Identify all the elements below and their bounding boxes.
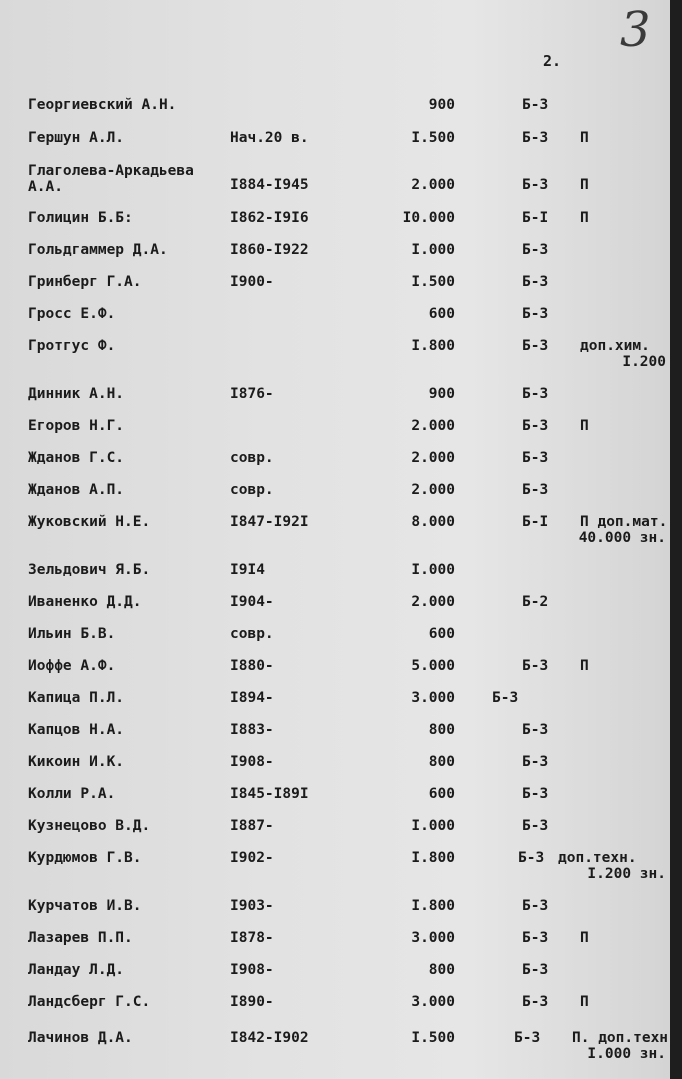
category: Б-3 [522, 130, 549, 146]
amount: 3.000 [411, 994, 455, 1010]
table-row [0, 514, 670, 546]
table-row [0, 562, 670, 586]
note: П [580, 658, 589, 674]
amount: 8.000 [411, 514, 455, 530]
table-row [0, 818, 670, 842]
category: Б-I [522, 210, 549, 226]
amount: 2.000 [411, 482, 455, 498]
author-years: I883- [230, 722, 274, 738]
author-years: I9I4 [230, 562, 265, 578]
category: Б-3 [522, 274, 549, 290]
author-name: Жуковский Н.Е. [28, 514, 151, 530]
amount: 800 [428, 754, 455, 770]
category: Б-3 [522, 242, 549, 258]
table-row [0, 210, 670, 234]
table-row [0, 418, 670, 442]
category: Б-3 [522, 338, 549, 354]
author-years: I876- [230, 386, 274, 402]
author-name: Курчатов И.В. [28, 898, 142, 914]
page-number: 2. [543, 52, 562, 70]
amount: 3.000 [411, 930, 455, 946]
table-row [0, 97, 670, 121]
note: П [580, 994, 589, 1010]
author-years: I902- [230, 850, 274, 866]
table-row [0, 386, 670, 410]
table-row [0, 338, 670, 370]
amount: I.000 [411, 242, 455, 258]
amount: 900 [428, 97, 455, 113]
note: П [580, 418, 589, 434]
category: Б-3 [522, 898, 549, 914]
table-row [0, 994, 670, 1018]
category: Б-3 [522, 97, 549, 113]
note: доп.хим. [580, 338, 650, 354]
handwritten-page-mark: 3 [620, 2, 651, 58]
table-row [0, 898, 670, 922]
category: Б-3 [492, 690, 519, 706]
author-name: Гросс Е.Ф. [28, 306, 116, 322]
amount: I.500 [411, 274, 455, 290]
note: П [580, 210, 589, 226]
table-row [0, 626, 670, 650]
category: Б-3 [522, 386, 549, 402]
author-name: Глаголева-Аркадьева [28, 163, 194, 179]
category: Б-3 [522, 177, 549, 193]
author-years: I894- [230, 690, 274, 706]
category: Б-3 [522, 818, 549, 834]
table-row [0, 163, 670, 201]
author-name: Жданов Г.С. [28, 450, 125, 466]
author-years: I887- [230, 818, 274, 834]
amount: 800 [428, 962, 455, 978]
category: Б-3 [522, 930, 549, 946]
table-row [0, 962, 670, 986]
table-row [0, 482, 670, 506]
author-years: I860-I922 [230, 242, 309, 258]
note: доп.техн. [558, 850, 637, 866]
table-row [0, 658, 670, 682]
category: Б-3 [514, 1030, 541, 1046]
amount: 600 [428, 626, 455, 642]
amount: 800 [428, 722, 455, 738]
category: Б-2 [522, 594, 549, 610]
amount: I.500 [411, 1030, 455, 1046]
table-row [0, 754, 670, 778]
author-name: Гольдгаммер Д.А. [28, 242, 168, 258]
author-name: Капица П.Л. [28, 690, 125, 706]
note: П [580, 130, 589, 146]
author-name: Гершун А.Л. [28, 130, 125, 146]
table-row [0, 130, 670, 154]
note-continuation: I.000 зн. [587, 1046, 666, 1062]
table-row [0, 242, 670, 266]
category: Б-3 [518, 850, 545, 866]
author-years: I880- [230, 658, 274, 674]
author-years: I862-I9I6 [230, 210, 309, 226]
author-name: Динник А.Н. [28, 386, 125, 402]
category: Б-I [522, 514, 549, 530]
amount: I.000 [411, 562, 455, 578]
note-continuation: I.200 [622, 354, 666, 370]
author-years: совр. [230, 482, 274, 498]
category: Б-3 [522, 722, 549, 738]
author-name: Иоффе А.Ф. [28, 658, 116, 674]
table-row [0, 306, 670, 330]
author-name: Егоров Н.Г. [28, 418, 125, 434]
author-years: I890- [230, 994, 274, 1010]
author-name: Ландсберг Г.С. [28, 994, 151, 1010]
author-name: Кикоин И.К. [28, 754, 125, 770]
amount: 2.000 [411, 450, 455, 466]
amount: 5.000 [411, 658, 455, 674]
table-row [0, 274, 670, 298]
author-name: Гринберг Г.А. [28, 274, 142, 290]
amount: I.800 [411, 338, 455, 354]
author-name-continuation: А.А. [28, 179, 63, 195]
note-continuation: I.200 зн. [587, 866, 666, 882]
table-row [0, 1030, 670, 1062]
author-years: I908- [230, 754, 274, 770]
note: П [580, 930, 589, 946]
author-years: I842-I902 [230, 1030, 309, 1046]
author-name: Лазарев П.П. [28, 930, 133, 946]
amount: 600 [428, 306, 455, 322]
amount: I.500 [411, 130, 455, 146]
amount: I.000 [411, 818, 455, 834]
author-years: Нач.20 в. [230, 130, 309, 146]
category: Б-3 [522, 658, 549, 674]
amount: 900 [428, 386, 455, 402]
amount: I0.000 [402, 210, 455, 226]
author-name: Капцов Н.А. [28, 722, 125, 738]
author-name: Жданов А.П. [28, 482, 125, 498]
scan-edge [670, 0, 682, 1079]
category: Б-3 [522, 754, 549, 770]
author-name: Курдюмов Г.В. [28, 850, 142, 866]
note: П доп.мат. [580, 514, 668, 530]
note-continuation: 40.000 зн. [578, 530, 666, 546]
amount: 2.000 [411, 177, 455, 193]
author-name: Ильин Б.В. [28, 626, 116, 642]
author-name: Зельдович Я.Б. [28, 562, 151, 578]
author-years: I847-I92I [230, 514, 309, 530]
author-name: Колли Р.А. [28, 786, 116, 802]
table-row [0, 594, 670, 618]
category: Б-3 [522, 786, 549, 802]
author-years: I900- [230, 274, 274, 290]
table-row [0, 450, 670, 474]
author-years: I845-I89I [230, 786, 309, 802]
amount: I.800 [411, 850, 455, 866]
author-years: I908- [230, 962, 274, 978]
amount: 3.000 [411, 690, 455, 706]
author-name: Кузнецово В.Д. [28, 818, 151, 834]
author-name: Георгиевский А.Н. [28, 97, 177, 113]
author-years: I884-I945 [230, 177, 309, 193]
author-years: I904- [230, 594, 274, 610]
author-years: I903- [230, 898, 274, 914]
amount: I.800 [411, 898, 455, 914]
author-name: Иваненко Д.Д. [28, 594, 142, 610]
author-years: I878- [230, 930, 274, 946]
note: П [580, 177, 589, 193]
author-name: Гротгус Ф. [28, 338, 116, 354]
table-row [0, 786, 670, 810]
amount: 2.000 [411, 418, 455, 434]
amount: 2.000 [411, 594, 455, 610]
table-row [0, 930, 670, 954]
category: Б-3 [522, 306, 549, 322]
category: Б-3 [522, 450, 549, 466]
table-row [0, 690, 670, 714]
note: П. доп.техн [572, 1030, 669, 1046]
author-years: совр. [230, 626, 274, 642]
category: Б-3 [522, 418, 549, 434]
author-name: Лачинов Д.А. [28, 1030, 133, 1046]
author-name: Голицин Б.Б: [28, 210, 133, 226]
author-name: Ландау Л.Д. [28, 962, 125, 978]
table-row [0, 850, 670, 882]
table-row [0, 722, 670, 746]
category: Б-3 [522, 962, 549, 978]
category: Б-3 [522, 994, 549, 1010]
category: Б-3 [522, 482, 549, 498]
author-years: совр. [230, 450, 274, 466]
amount: 600 [428, 786, 455, 802]
